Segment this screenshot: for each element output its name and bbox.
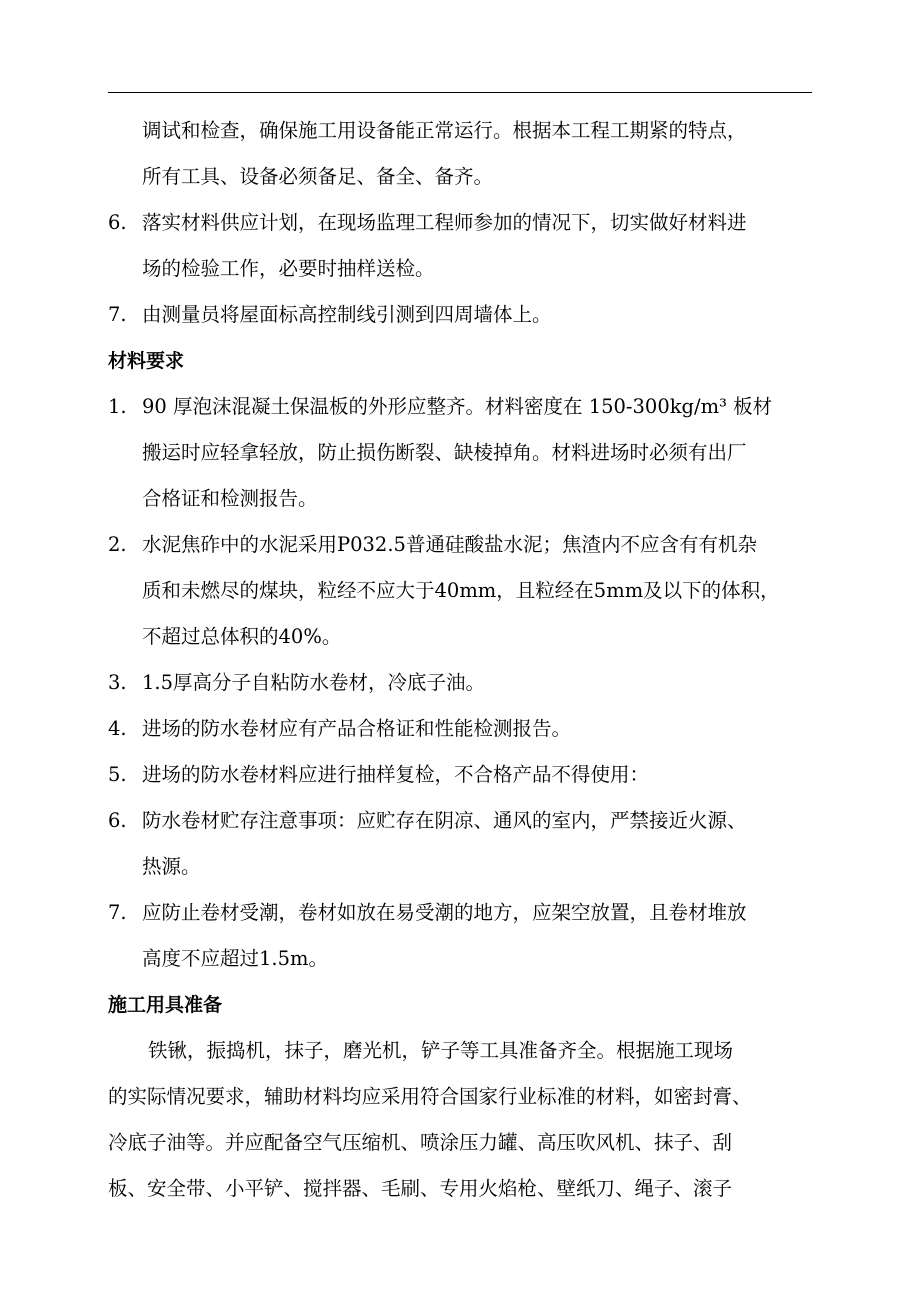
text-line: 场的检验工作，必要时抽样送检。 [142,257,435,280]
list-item-text: 水泥焦砟中的水泥采用P032.5普通硅酸盐水泥；焦渣内不应含有有机杂 [142,533,757,556]
text-line: 不超过总体积的40%。 [142,625,342,648]
list-number: 3. [108,671,127,694]
list-number: 7. [108,901,127,924]
list-number: 6. [108,809,127,832]
paragraph-line: 的实际情况要求，辅助材料均应采用符合国家行业标准的材料，如密封膏、 [108,1085,752,1108]
list-item-text: 进场的防水卷材料应进行抽样复检，不合格产品不得使用： [142,763,650,786]
text-line: 高度不应超过1.5m。 [142,947,329,970]
text-line: 合格证和检测报告。 [142,487,318,510]
list-item [108,660,820,706]
list-item-text: 进场的防水卷材应有产品合格证和性能检测报告。 [142,717,572,740]
list-item-text: 1.5厚高分子自粘防水卷材，冷底子油。 [142,671,486,694]
paragraph-line: 铁锹，振捣机，抹子，磨光机，铲子等工具准备齐全。根据施工现场 [148,1039,734,1062]
list-item-text: 90 厚泡沫混凝土保温板的外形应整齐。材料密度在 150-300kg/m³ 板材 [142,395,773,418]
list-item-text: 由测量员将屋面标高控制线引测到四周墙体上。 [142,303,552,326]
list-item-text: 防水卷材贮存注意事项：应贮存在阴凉、通风的室内，严禁接近火源、 [142,809,747,832]
list-item [108,200,820,246]
list-item [108,706,820,752]
text-line: 质和未燃尽的煤块，粒经不应大于40mm，且粒经在5mm及以下的体积， [142,579,780,602]
list-number: 5. [108,763,127,786]
list-item-text: 落实材料供应计划，在现场监理工程师参加的情况下，切实做好材料进 [142,211,747,234]
list-number: 4. [108,717,127,740]
list-item [108,798,820,844]
list-item [108,752,820,798]
list-number: 1. [108,395,127,418]
text-line: 调试和检查，确保施工用设备能正常运行。根据本工程工期紧的特点， [142,119,747,142]
section-heading: 材料要求 [108,350,185,372]
list-item [108,292,820,338]
list-number: 6. [108,211,127,234]
list-item [108,384,820,430]
list-item [108,890,820,936]
header-rule [108,92,812,93]
list-number: 7. [108,303,127,326]
text-line: 搬运时应轻拿轻放，防止损伤断裂、缺棱掉角。材料进场时必须有出厂 [142,441,747,464]
list-item [108,522,820,568]
paragraph-line: 板、安全带、小平铲、搅拌器、毛刷、专用火焰枪、壁纸刀、绳子、滚子 [108,1177,733,1200]
document-body [108,108,820,1212]
text-line: 所有工具、设备必须备足、备全、备齐。 [142,165,494,188]
text-line: 热源。 [142,855,201,878]
paragraph-line: 冷底子油等。并应配备空气压缩机、喷涂压力罐、高压吹风机、抹子、刮 [108,1131,733,1154]
section-heading: 施工用具准备 [108,994,223,1016]
list-item-text: 应防止卷材受潮，卷材如放在易受潮的地方，应架空放置，且卷材堆放 [142,901,747,924]
list-number: 2. [108,533,127,556]
